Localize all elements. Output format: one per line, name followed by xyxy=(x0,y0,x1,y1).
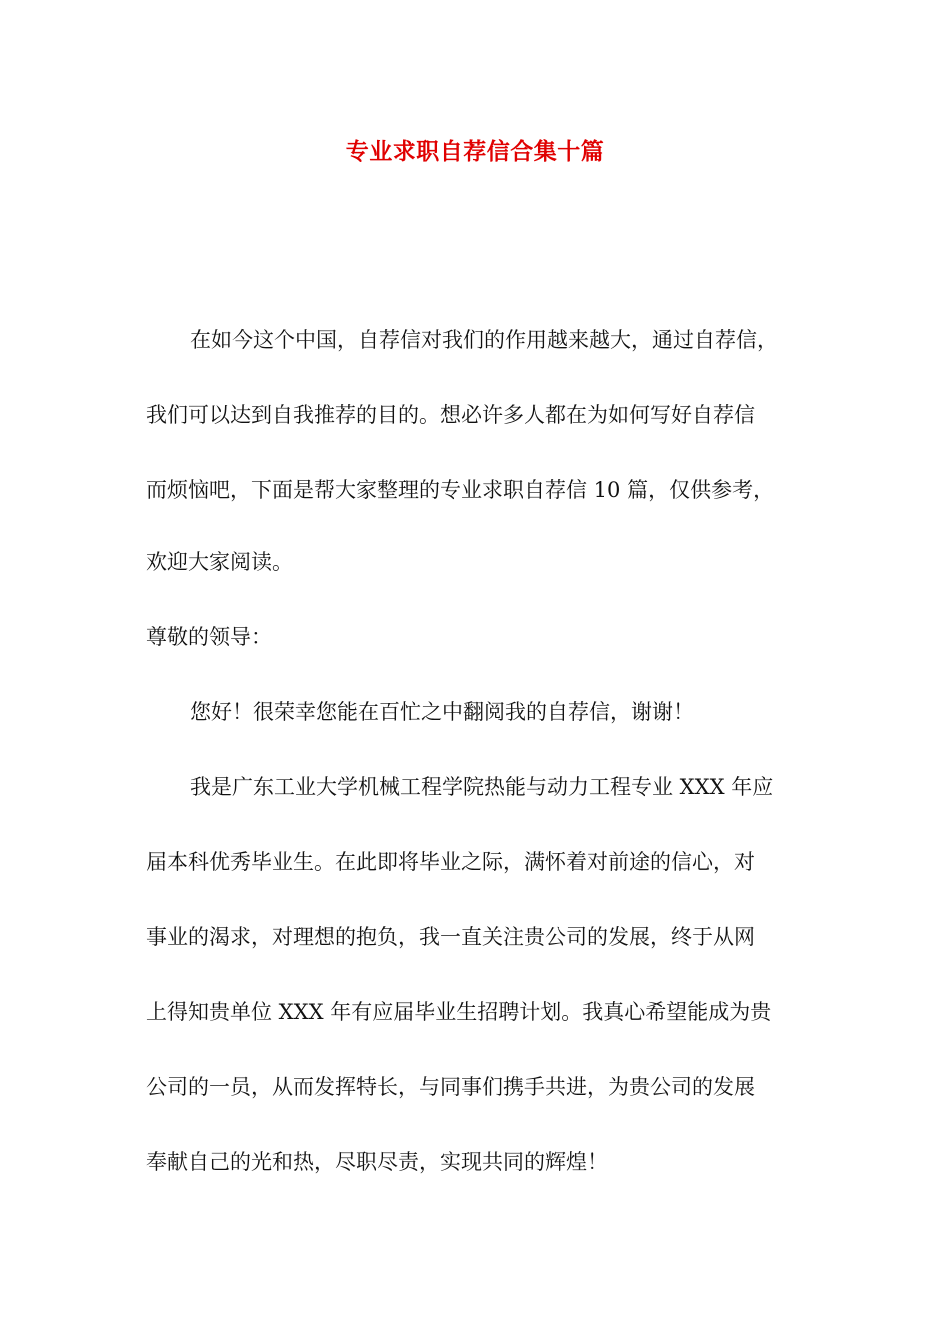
body-line-4: 上得知贵单位 XXX 年有应届毕业生招聘计划。我真心希望能成为贵 xyxy=(146,1000,772,1024)
intro-line-3: 而烦恼吧，下面是帮大家整理的专业求职自荐信 10 篇，仅供参考， xyxy=(146,478,775,502)
intro-line-2: 我们可以达到自我推荐的目的。想必许多人都在为如何写好自荐信 xyxy=(146,403,755,427)
body-line-6: 奉献自己的光和热，尽职尽责，实现共同的辉煌！ xyxy=(146,1150,608,1174)
body-line-2: 届本科优秀毕业生。在此即将毕业之际，满怀着对前途的信心，对 xyxy=(146,850,755,874)
body-line-3: 事业的渴求，对理想的抱负，我一直关注贵公司的发展，终于从网 xyxy=(146,925,755,949)
greeting-line: 您好！很荣幸您能在百忙之中翻阅我的自荐信，谢谢！ xyxy=(190,700,694,724)
salutation: 尊敬的领导： xyxy=(146,625,272,649)
intro-line-4: 欢迎大家阅读。 xyxy=(146,550,293,574)
body-line-5: 公司的一员，从而发挥特长，与同事们携手共进，为贵公司的发展 xyxy=(146,1075,755,1099)
document-title: 专业求职自荐信合集十篇 xyxy=(345,139,605,165)
intro-line-1: 在如今这个中国，自荐信对我们的作用越来越大，通过自荐信， xyxy=(190,328,778,352)
body-line-1: 我是广东工业大学机械工程学院热能与动力工程专业 XXX 年应 xyxy=(190,775,774,799)
